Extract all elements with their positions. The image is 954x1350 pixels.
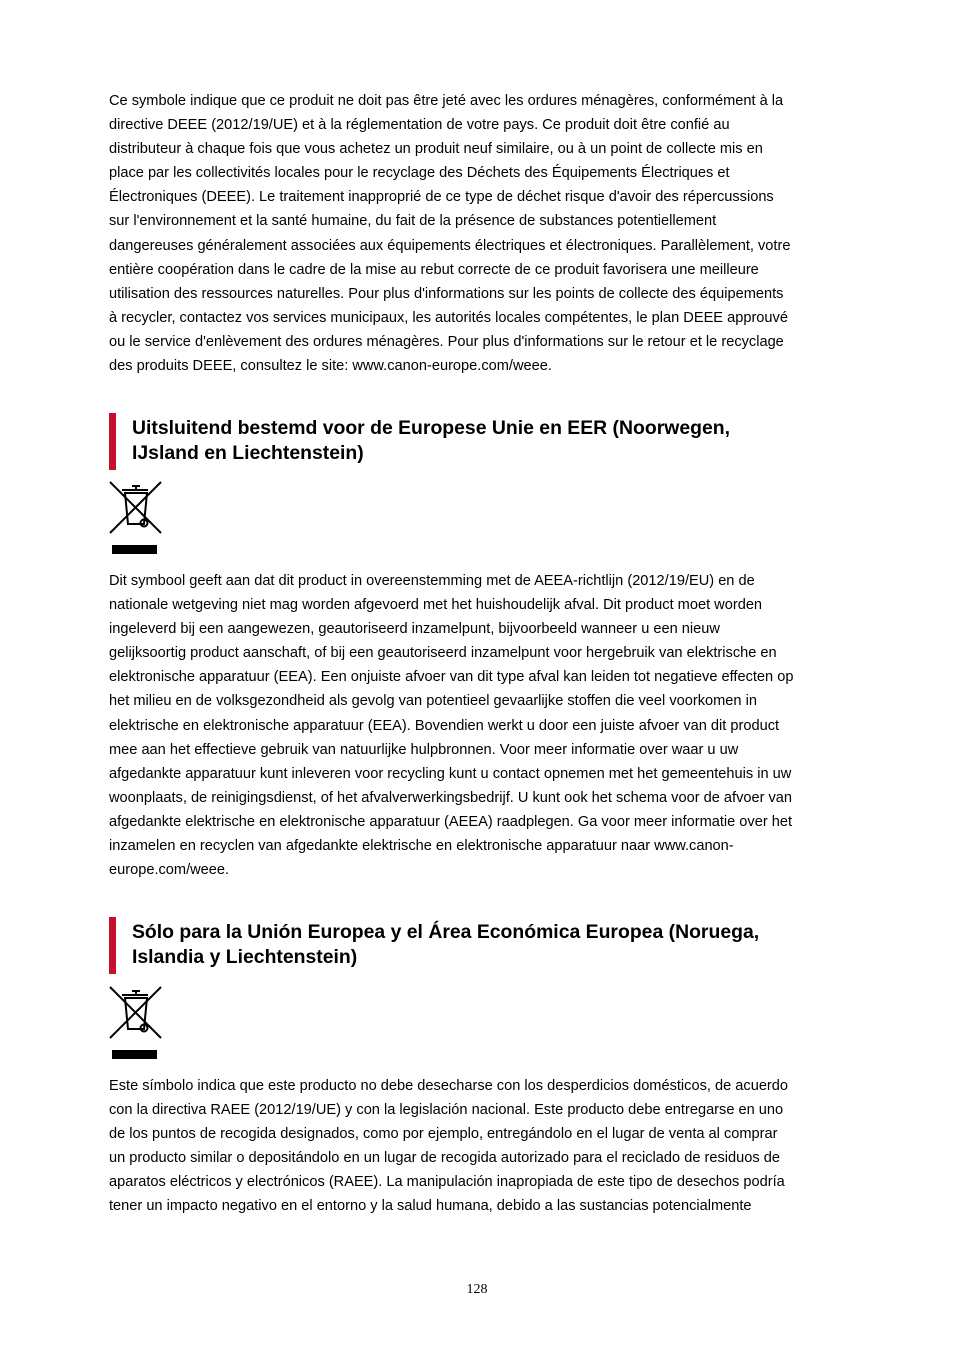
- section-heading-spanish: Sólo para la Unión Europea y el Área Económica Europea (Noruega, Islandia y Liechtenstein): [109, 917, 852, 974]
- page-number: 128: [466, 1282, 488, 1297]
- paragraph-french: Ce symbole indique que ce produit ne doit pas être jeté avec les ordures ménagères, conformément à la directive DEEE (2012/19/UE) et à la réglementation de votre pays. Ce produit doit être confié au distributeur à chaque fois que vous achetez un produit neuf similaire, ou à un point de collecte mis en place par les collectivités locales pour le recyclage des Déchets des Équipements Électriques et Électroniques (DEEE). Le traitement inapproprié de ce type de déchet risque d'avoir des répercussions sur l'environnement et la santé humaine, du fait de la présence de substances potentiellement dangereuses généralement associées aux équipements électriques et électroniques. Parallèlement, votre entière coopération dans le cadre de la mise au rebut correcte de ce produit favorisera une meilleure utilisation des ressources naturelles. Pour plus d'informations sur les points de collecte des équipements à recycler, contactez vos services municipaux, les autorités locales compétentes, le plan DEEE approuvé ou le service d'enlèvement des ordures ménagères. Pour plus d'informations sur le retour et le recyclage des produits DEEE, consultez le site: www.canon-europe.com/weee.: [109, 93, 791, 375]
- section-heading-dutch: Uitsluitend bestemd voor de Europese Unie en EER (Noorwegen, IJsland en Liechtenstein): [109, 413, 852, 470]
- crossed-out-wheelie-bin-icon: [108, 985, 164, 1061]
- crossed-out-wheelie-bin-icon: [108, 480, 164, 556]
- paragraph-spanish: Este símbolo indica que este producto no debe desecharse con los desperdicios domésticos, de acuerdo con la directiva RAEE (2012/19/UE) y con la legislación nacional. Este producto debe entregarse en uno de los puntos de recogida designados, como por ejemplo, entregándolo en el lugar de venta al comprar un producto similar o depositándolo en un lugar de recogida autorizado para el reciclado de residuos de aparatos eléctricos y electrónicos (RAEE). La manipulación inapropiada de este tipo de desechos podría tener un impacto negativo en el entorno y la salud humana, debido a las sustancias potencialmente: [109, 1078, 789, 1215]
- paragraph-dutch: Dit symbool geeft aan dat dit product in overeenstemming met de AEEA-richtlijn (2012/19/EU) en de nationale wetgeving niet mag worden afgevoerd met het huishoudelijk afval. Dit product moet worden ingeleverd bij een aangewezen, geautoriseerd inzamelpunt, bijvoorbeeld wanneer u een nieuw gelijksoortig product aanschaft, of bij een geautoriseerd inzamelpunt voor hergebruik van elektrische en elektronische apparatuur (EEA). Een onjuiste afvoer van dit type afval kan leiden tot negatieve effecten op het milieu en de volksgezondheid als gevolg van potentieel gevaarlijke stoffen die veel voorkomen in elektrische en elektronische apparatuur (EEA). Bovendien werkt u door een juiste afvoer van dit product mee aan het effectieve gebruik van natuurlijke hulpbronnen. Voor meer informatie over waar u uw afgedankte apparatuur kunt inleveren voor recycling kunt u contact opnemen met het gemeentehuis in uw woonplaats, de reinigingsdienst, of het afvalverwerkingsbedrijf. U kunt ook het schema voor de afvoer van afgedankte elektrische en elektronische apparatuur (AEEA) raadplegen. Ga voor meer informatie over het inzamelen en recyclen van afgedankte elektrische en elektronische apparatuur naar www.canon- europe.com/weee.: [109, 573, 794, 879]
